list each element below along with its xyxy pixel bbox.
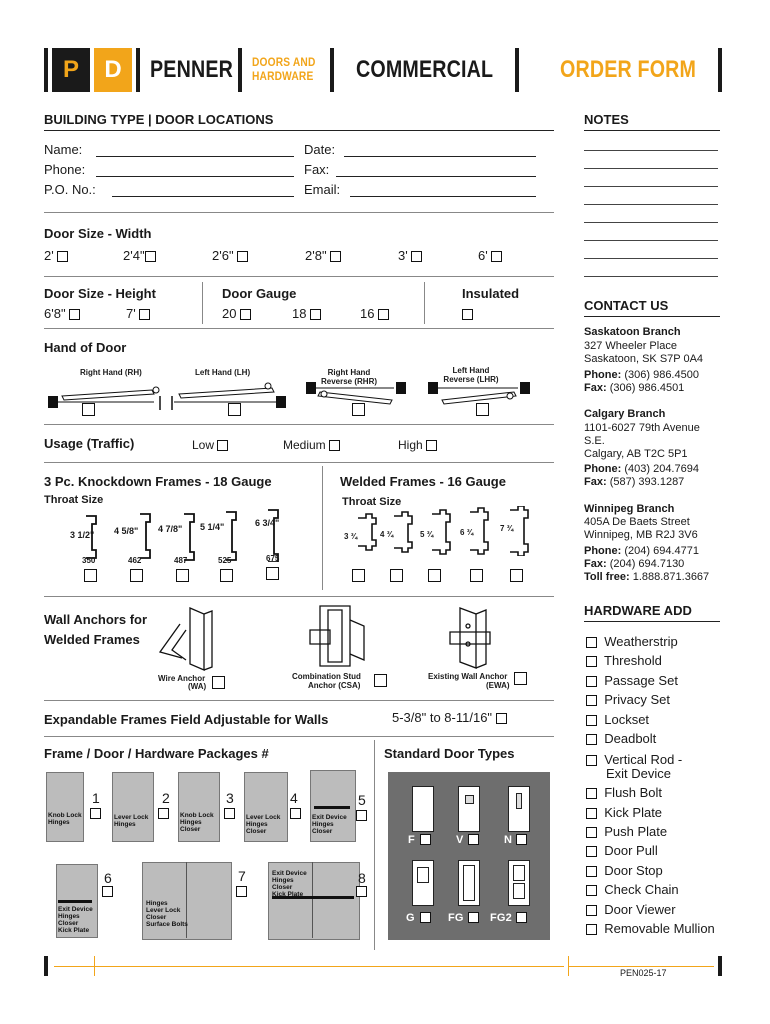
knockdown-title: 3 Pc. Knockdown Frames - 18 Gauge [44,474,272,489]
hardware-rule [584,621,720,622]
gauge-label: 18 [292,306,307,321]
hardware-item[interactable]: Door Stop [586,863,663,878]
welded-checkbox[interactable] [428,569,441,582]
door-type-checkbox[interactable] [516,912,527,923]
gauge-label: 20 [222,306,237,321]
package-7-checkbox[interactable] [236,886,247,897]
welded-size: 5 ¾ [420,530,434,539]
package-1-checkbox[interactable] [90,808,101,819]
checkbox[interactable] [586,656,597,667]
hardware-item[interactable]: Kick Plate [586,805,662,820]
divider [44,596,554,597]
divider [44,462,554,463]
welded-checkbox[interactable] [510,569,523,582]
winnipeg-addr2: Winnipeg, MB R2J 3V6 [584,529,698,541]
anchor-illustrations [150,600,540,672]
date-field[interactable] [344,156,536,157]
notes-line[interactable] [584,222,718,223]
checkbox[interactable] [411,251,422,262]
po-field[interactable] [112,196,294,197]
package-4-num: 4 [290,790,298,806]
hand-rhr-diagram [306,382,406,404]
footer-right-bar [718,956,722,976]
gauge-option[interactable] [292,306,321,321]
divider [44,736,554,737]
package-8-split [312,862,313,938]
checkbox[interactable] [586,885,597,896]
checkbox[interactable] [586,715,597,726]
width-option[interactable] [305,248,341,263]
door-height-title: Door Size - Height [44,286,156,301]
footer-line [54,966,564,967]
knockdown-code: 462 [128,556,142,565]
hand-lhr-checkbox[interactable] [476,403,489,416]
divider-v [322,466,323,590]
welded-checkbox[interactable] [352,569,365,582]
insulated-option[interactable] [462,306,473,321]
hardware-title: HARDWARE ADD [584,603,692,618]
footer-line-right [568,966,714,967]
existing-anchor-label-1: Existing Wall Anchor [428,672,508,681]
footer-left-bar [44,956,48,976]
insulated-title: Insulated [462,286,520,301]
winnipeg-addr1: 405A De Baets Street [584,516,690,528]
package-2-checkbox[interactable] [158,808,169,819]
knockdown-code: 350 [82,556,96,565]
hardware-item[interactable]: Door Viewer [586,902,676,917]
notes-rule [584,130,720,131]
width-label: 6' [478,248,488,263]
hardware-item-sub: Exit Device [606,766,672,781]
knockdown-size: 6 3/4" [255,518,280,528]
width-option[interactable] [44,248,68,263]
header-bar-right [718,48,722,92]
door-types-panel [388,772,550,940]
existing-anchor-checkbox[interactable] [514,672,527,685]
divider-v [374,740,375,950]
checkbox[interactable] [310,309,321,320]
contact-rule [584,316,720,317]
hardware-item[interactable]: Door Pull [586,843,658,858]
combination-stud-drawing [310,606,364,666]
hand-lh-checkbox[interactable] [228,403,241,416]
brand-name: PENNER [150,56,234,83]
welded-size: 4 ¾ [380,530,394,539]
existing-wall-anchor-drawing [450,608,490,668]
door-type-label: FG2 [490,912,512,924]
calgary-phone: Phone: (403) 204.7694 [584,463,699,475]
package-8-text: Exit Device Hinges Closer Kick Plate [272,870,307,898]
checkbox[interactable] [217,440,228,451]
checkbox[interactable] [496,713,507,724]
package-7-text: Hinges Lever Lock Closer Surface Bolts [146,900,188,928]
width-label: 2' [44,248,54,263]
usage-option[interactable] [398,438,437,452]
checkbox[interactable] [586,905,597,916]
welded-checkbox[interactable] [390,569,403,582]
saskatoon-name: Saskatoon Branch [584,326,681,338]
checkbox[interactable] [586,676,597,687]
package-5-bar [314,806,350,809]
gauge-label: 16 [360,306,375,321]
usage-label: Low [192,438,215,452]
welded-title: Welded Frames - 16 Gauge [340,474,506,489]
hand-rh-checkbox[interactable] [82,403,95,416]
door-type-label: FG [448,912,464,924]
door-type-label: V [456,834,464,846]
footer-tick [94,956,95,976]
notes-line[interactable] [584,258,718,259]
header-left-bar [44,48,48,92]
width-option[interactable] [123,248,156,263]
usage-title: Usage (Traffic) [44,436,135,451]
divider [44,328,554,329]
height-label: 7' [126,306,136,321]
package-6-text: Exit Device Hinges Closer Kick Plate [58,906,93,934]
hardware-item[interactable]: Lockset [586,712,649,727]
package-5-checkbox[interactable] [356,810,367,821]
logo-d: D [104,56,122,83]
knockdown-checkbox[interactable] [130,569,143,582]
notes-line[interactable] [584,276,718,277]
knockdown-size: 5 1/4" [200,522,225,532]
width-label: 2'4" [123,248,145,263]
notes-line[interactable] [584,186,718,187]
checkbox[interactable] [330,251,341,262]
hand-lhr-label: Left Hand Reverse (LHR) [443,366,499,384]
fax-label: Fax: [304,162,330,177]
fax-field[interactable] [336,176,536,177]
package-8-num: 8 [358,870,366,886]
hardware-item[interactable]: Deadbolt [586,731,656,746]
knockdown-size: 4 5/8" [114,526,139,536]
expandable-range: 5-3/8" to 8-11/16" [392,710,493,725]
package-4-text: Lever Lock Hinges Closer [246,814,281,835]
packages-title: Frame / Door / Hardware Packages # [44,746,269,761]
checkbox[interactable] [586,734,597,745]
package-8-checkbox[interactable] [356,886,367,897]
door-type-fg [458,860,480,906]
hand-rhr-label: Right Hand Reverse (RHR) [320,368,378,386]
category-title: COMMERCIAL [356,56,494,83]
hardware-item[interactable]: Push Plate [586,824,667,839]
checkbox[interactable] [57,251,68,262]
checkbox[interactable] [586,827,597,838]
section-rule [44,130,554,131]
brand-sub-2: HARDWARE [252,69,314,83]
width-option[interactable] [212,248,248,263]
logo-d-block [94,48,132,92]
calgary-name: Calgary Branch [584,408,666,420]
section-building-title: BUILDING TYPE | DOOR LOCATIONS [44,112,274,127]
height-label: 6'8" [44,306,66,321]
divider [44,700,554,701]
calgary-addr3: Calgary, AB T2C 5P1 [584,448,688,460]
saskatoon-fax: Fax: (306) 986.4501 [584,382,685,394]
door-types-title: Standard Door Types [384,746,515,761]
hand-rhr-checkbox[interactable] [352,403,365,416]
checkbox[interactable] [69,309,80,320]
calgary-addr1: 1101-6027 79th Avenue [584,422,700,434]
hardware-item[interactable]: Vertical Rod - [586,752,682,767]
knockdown-size: 3 1/2" [70,530,95,540]
checkbox[interactable] [462,309,473,320]
knockdown-checkbox[interactable] [266,567,279,580]
package-5-text: Exit Device Hinges Closer [312,814,347,835]
knockdown-code: 525 [218,556,232,565]
wire-anchor-drawing [160,608,212,670]
door-type-label: F [408,834,415,846]
package-1-door [46,772,84,842]
brand-sub-1: DOORS AND [252,55,316,69]
footer-code: PEN025-17 [620,968,667,978]
usage-label: High [398,438,423,452]
logo-p-block [52,48,90,92]
contact-title: CONTACT US [584,298,669,313]
form-title: ORDER FORM [560,56,697,83]
door-type-g [412,860,434,906]
wire-anchor-checkbox[interactable] [212,676,225,689]
welded-throat-label: Throat Size [342,496,402,508]
hardware-item[interactable]: Check Chain [586,882,679,897]
wire-anchor-label-2: (WA) [188,682,207,691]
name-field[interactable] [96,156,294,157]
po-label: P.O. No.: [44,182,96,197]
usage-option[interactable] [192,438,228,452]
winnipeg-fax: Fax: (204) 694.7130 [584,558,685,570]
knockdown-size: 4 7/8" [158,524,183,534]
checkbox[interactable] [491,251,502,262]
checkbox[interactable] [586,808,597,819]
notes-line[interactable] [584,240,718,241]
welded-size: 6 ¾ [460,528,474,537]
package-3-text: Knob Lock Hinges Closer [180,812,214,833]
checkbox[interactable] [586,866,597,877]
width-label: 3' [398,248,408,263]
date-label: Date: [304,142,336,157]
hand-lhr-diagram [428,382,530,404]
checkbox[interactable] [237,251,248,262]
package-5-num: 5 [358,792,366,808]
winnipeg-name: Winnipeg Branch [584,503,675,515]
checkbox[interactable] [586,637,597,648]
combo-anchor-checkbox[interactable] [374,674,387,687]
wire-anchor-label-1: Wire Anchor [158,674,206,683]
welded-size: 3 ¾ [344,532,358,541]
door-type-v [458,786,480,832]
expandable-title: Expandable Frames Field Adjustable for Walls [44,712,329,727]
height-option[interactable] [44,306,80,321]
hardware-item[interactable]: Flush Bolt [586,785,662,800]
notes-line[interactable] [584,150,718,151]
knockdown-throat-label: Throat Size [44,494,104,506]
width-option[interactable] [398,248,422,263]
door-type-checkbox[interactable] [516,834,527,845]
checkbox[interactable] [329,440,340,451]
hardware-item[interactable]: Removable Mullion [586,921,715,936]
package-3-num: 3 [226,790,234,806]
package-6-num: 6 [104,870,112,886]
welded-size: 7 ¾ [500,524,514,533]
knockdown-code: 675 [266,554,280,563]
header-bar-4 [330,48,334,92]
knockdown-checkbox[interactable] [84,569,97,582]
hardware-item[interactable]: Weatherstrip [586,634,678,649]
package-2-text: Lever Lock Hinges [114,814,149,828]
saskatoon-addr2: Saskatoon, SK S7P 0A4 [584,353,704,365]
package-2-door [112,772,154,842]
door-type-fg2 [508,860,530,906]
hardware-item[interactable]: Passage Set [586,673,678,688]
door-gauge-title: Door Gauge [222,286,297,301]
door-type-checkbox[interactable] [468,834,479,845]
height-option[interactable] [126,306,150,321]
welded-checkbox[interactable] [470,569,483,582]
hand-lh-label: Left Hand (LH) [195,368,251,377]
divider-v [424,282,425,324]
combo-anchor-label-1: Combination Stud [292,672,361,681]
checkbox[interactable] [378,309,389,320]
header-bar-5 [515,48,519,92]
door-type-checkbox[interactable] [420,912,431,923]
package-6-bar [58,900,92,903]
expandable-option[interactable] [392,710,507,725]
divider [44,276,554,277]
gauge-option[interactable] [222,306,251,321]
header-bar-3 [238,48,242,92]
checkbox[interactable] [586,846,597,857]
hardware-item[interactable]: Privacy Set [586,692,670,707]
width-label: 2'8" [305,248,327,263]
knockdown-checkbox[interactable] [176,569,189,582]
usage-label: Medium [283,438,326,452]
knockdown-code: 487 [174,556,188,565]
door-type-label: N [504,834,513,846]
door-width-title: Door Size - Width [44,226,152,241]
hand-rh-label: Right Hand (RH) [80,368,142,377]
checkbox[interactable] [586,924,597,935]
hardware-item[interactable]: Threshold [586,653,662,668]
saskatoon-addr1: 327 Wheeler Place [584,340,677,352]
divider-v [202,282,203,324]
package-3-checkbox[interactable] [224,808,235,819]
saskatoon-phone: Phone: (306) 986.4500 [584,369,699,381]
hand-title: Hand of Door [44,340,127,355]
usage-option[interactable] [283,438,340,452]
name-label: Name: [44,142,83,157]
checkbox[interactable] [240,309,251,320]
logo-p: P [62,56,79,83]
checkbox[interactable] [426,440,437,451]
email-label: Email: [304,182,341,197]
checkbox[interactable] [586,788,597,799]
door-type-checkbox[interactable] [420,834,431,845]
package-4-checkbox[interactable] [290,808,301,819]
divider [44,424,554,425]
package-1-text: Knob Lock Hinges [48,812,82,826]
notes-line[interactable] [584,168,718,169]
phone-label: Phone: [44,162,86,177]
door-type-f [412,786,434,832]
width-label: 2'6" [212,248,234,263]
package-2-num: 2 [162,790,170,806]
anchors-title-2: Welded Frames [44,632,140,647]
combo-anchor-label-2: Anchor (CSA) [308,681,361,690]
notes-title: NOTES [584,112,629,127]
door-type-label: G [406,912,415,924]
winnipeg-tollfree: Toll free: 1.888.871.3667 [584,571,710,583]
calgary-fax: Fax: (587) 393.1287 [584,476,685,488]
width-option[interactable] [478,248,502,263]
anchors-title-1: Wall Anchors for [44,612,148,627]
door-type-n [508,786,530,832]
door-type-checkbox[interactable] [468,912,479,923]
header-bar-2 [136,48,140,92]
winnipeg-phone: Phone: (204) 694.4771 [584,545,699,557]
hand-rh-diagram [48,387,160,410]
divider [44,212,554,213]
checkbox[interactable] [586,695,597,706]
knockdown-checkbox[interactable] [220,569,233,582]
existing-anchor-label-2: (EWA) [486,681,510,690]
email-field[interactable] [350,196,536,197]
phone-field[interactable] [96,176,294,177]
package-7-num: 7 [238,868,246,884]
calgary-addr2: S.E. [584,435,605,447]
checkbox[interactable] [139,309,150,320]
checkbox[interactable] [145,251,156,262]
gauge-option[interactable] [360,306,389,321]
notes-line[interactable] [584,204,718,205]
package-1-num: 1 [92,790,100,806]
checkbox[interactable] [586,755,597,766]
package-6-checkbox[interactable] [102,886,113,897]
